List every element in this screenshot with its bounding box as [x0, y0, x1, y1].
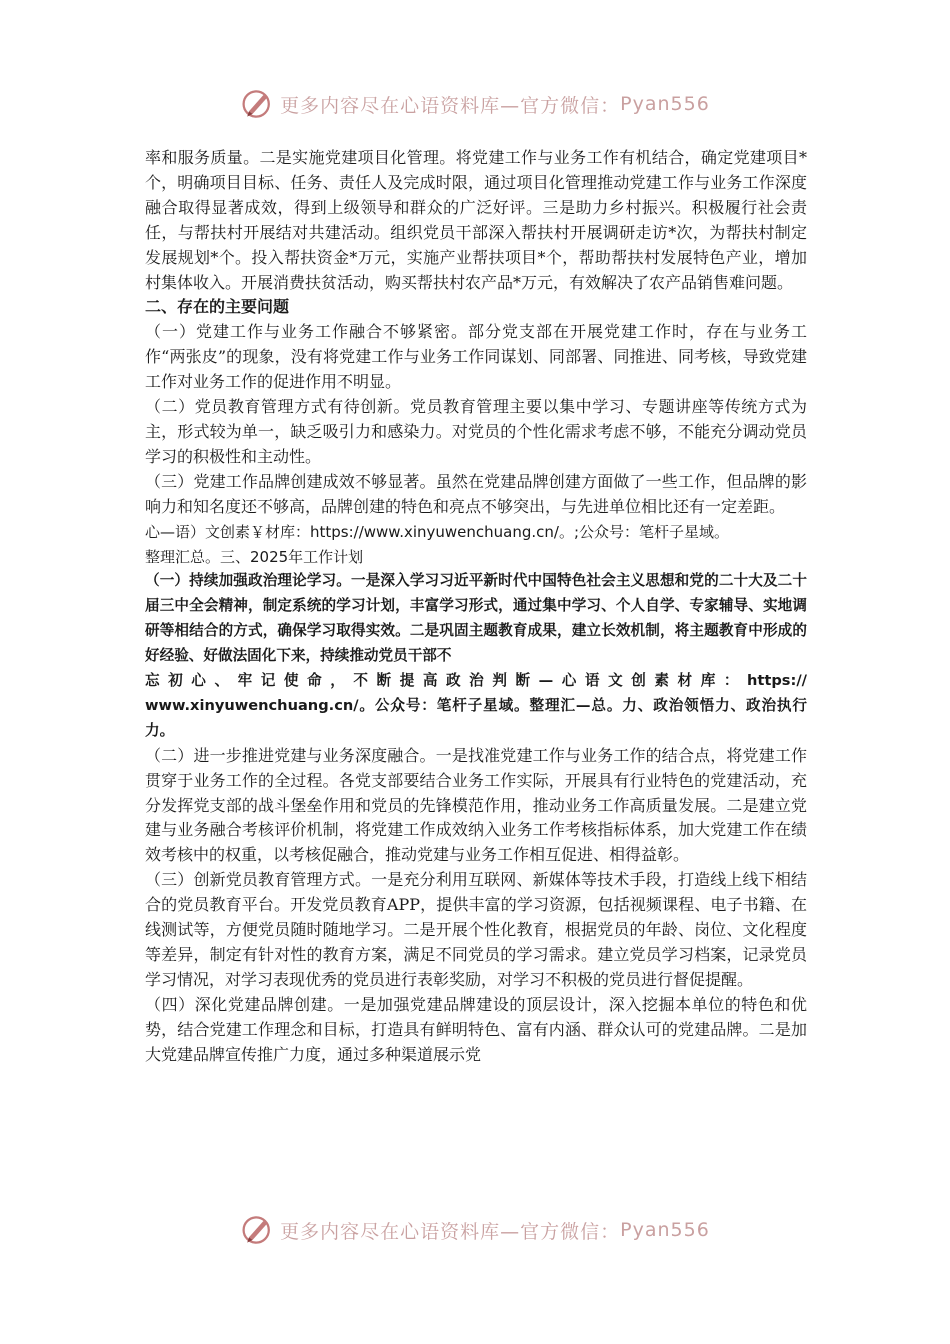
paragraph-plan-1-end: www.xinyuwenchuang.cn/。公众号：笔杆子星域。整理汇—总。力、政治领悟力、政治执行力。 [145, 696, 807, 739]
pen-logo-icon [240, 86, 276, 122]
section-heading-problems: 二、存在的主要问题 [145, 297, 290, 317]
paragraph-problem-1: （一）党建工作与业务工作融合不够紧密。部分党支部在开展党建工作时，存在与业务工作“两张皮”的现象，没有将党建工作与业务工作同谋划、同部署、同推进、同考核，导致党建工作对业务工作的促进作用不明显。 [145, 322, 807, 392]
banner-wechat-id: Pyan556 [620, 93, 710, 115]
paragraph-problem-2: （二）党员教育管理方式有待创新。党员教育管理主要以集中学习、专题讲座等传统方式为主，形式较为单一，缺乏吸引力和感染力。对党员的个性化需求考虑不够，不能充分调动党员学习的积极性和主动性。 [145, 397, 807, 466]
header-banner [0, 82, 950, 126]
banner-text: 更多内容尽在心语资料库—官方微信： [280, 1220, 621, 1243]
document-body [145, 146, 807, 1068]
banner-text: 更多内容尽在心语资料库—官方微信： [280, 94, 621, 117]
footer-banner [0, 1208, 950, 1252]
watermark-line-1: 心—语）文创素￥材库：https://www.xinyuwenchuang.cn/。;公众号：笔杆子星域。 [145, 522, 730, 541]
paragraph-achievements: 率和服务质量。二是实施党建项目化管理。将党建工作与业务工作有机结合，确定党建项目*个，明确项目目标、任务、责任人及完成时限，通过项目化管理推动党建工作与业务工作深度融合取得显著成效，得到上级领导和群众的广泛好评。三是助力乡村振兴。积极履行社会责任，与帮扶村开展结对共建活动。组织党员干部深入帮扶村开展调研走访*次，为帮扶村制定发展规划*个。投入帮扶资金*万元，实施产业帮扶项目*个，帮助帮扶村发展特色产业，增加村集体收入。开展消费扶贫活动，购买帮扶村农产品*万元，有效解决了农产品销售难问题。 [145, 148, 807, 292]
pen-logo-icon [240, 1212, 276, 1248]
section-heading-plan: 整理汇总。三、2025年工作计划 [145, 547, 364, 566]
paragraph-problem-3: （三）党建工作品牌创建成效不够显著。虽然在党建品牌创建方面做了一些工作，但品牌的影响力和知名度还不够高，品牌创建的特色和亮点不够突出，与先进单位相比还有一定差距。 [145, 471, 807, 516]
banner-wechat-id: Pyan556 [620, 1219, 710, 1241]
paragraph-plan-3: （三）创新党员教育管理方式。一是充分利用互联网、新媒体等技术手段，打造线上线下相结合的党员教育平台。开发党员教育APP，提供丰富的学习资源，包括视频课程、电子书籍、在线测试等，方便党员随时随地学习。二是开展个性化教育，根据党员的年龄、岗位、文化程度等差异，制定有针对性的教育方案，满足不同党员的学习需求。建立党员学习档案，记录党员学习情况，对学习表现优秀的党员进行表彰奖励，对学习不积极的党员进行督促提醒。 [145, 870, 807, 989]
paragraph-plan-1: （一）持续加强政治理论学习。一是深入学习习近平新时代中国特色社会主义思想和党的二十大及二十届三中全会精神，制定系统的学习计划，丰富学习形式，通过集中学习、个人自学、专家辅导、实地调研等相结合的方式，确保学习取得实效。二是巩固主题教育成果，建立长效机制，将主题教育中形成的好经验、好做法固化下来，持续推动党员干部不 [145, 572, 807, 665]
paragraph-plan-4: （四）深化党建品牌创建。一是加强党建品牌建设的顶层设计，深入挖掘本单位的特色和优势，结合党建工作理念和目标，打造具有鲜明特色、富有内涵、群众认可的党建品牌。二是加大党建品牌宣传推广力度，通过多种渠道展示党 [145, 994, 807, 1064]
paragraph-plan-2: （二）进一步推进党建与业务深度融合。一是找准党建工作与业务工作的结合点，将党建工作贯穿于业务工作的全过程。各党支部要结合业务工作实际，开展具有行业特色的党建活动，充分发挥党支部的战斗堡垒作用和党员的先锋模范作用，推动业务工作高质量发展。二是建立党建与业务融合考核评价机制，将党建工作成效纳入业务工作考核指标体系，加大党建工作在绩效考核中的权重，以考核促融合，推动党建与业务工作相互促进、相得益彰。 [145, 745, 807, 865]
paragraph-plan-1-watermark: 忘初心、牢记使命，不断提高政治判断—心语文创素材库：https:// [145, 672, 807, 690]
